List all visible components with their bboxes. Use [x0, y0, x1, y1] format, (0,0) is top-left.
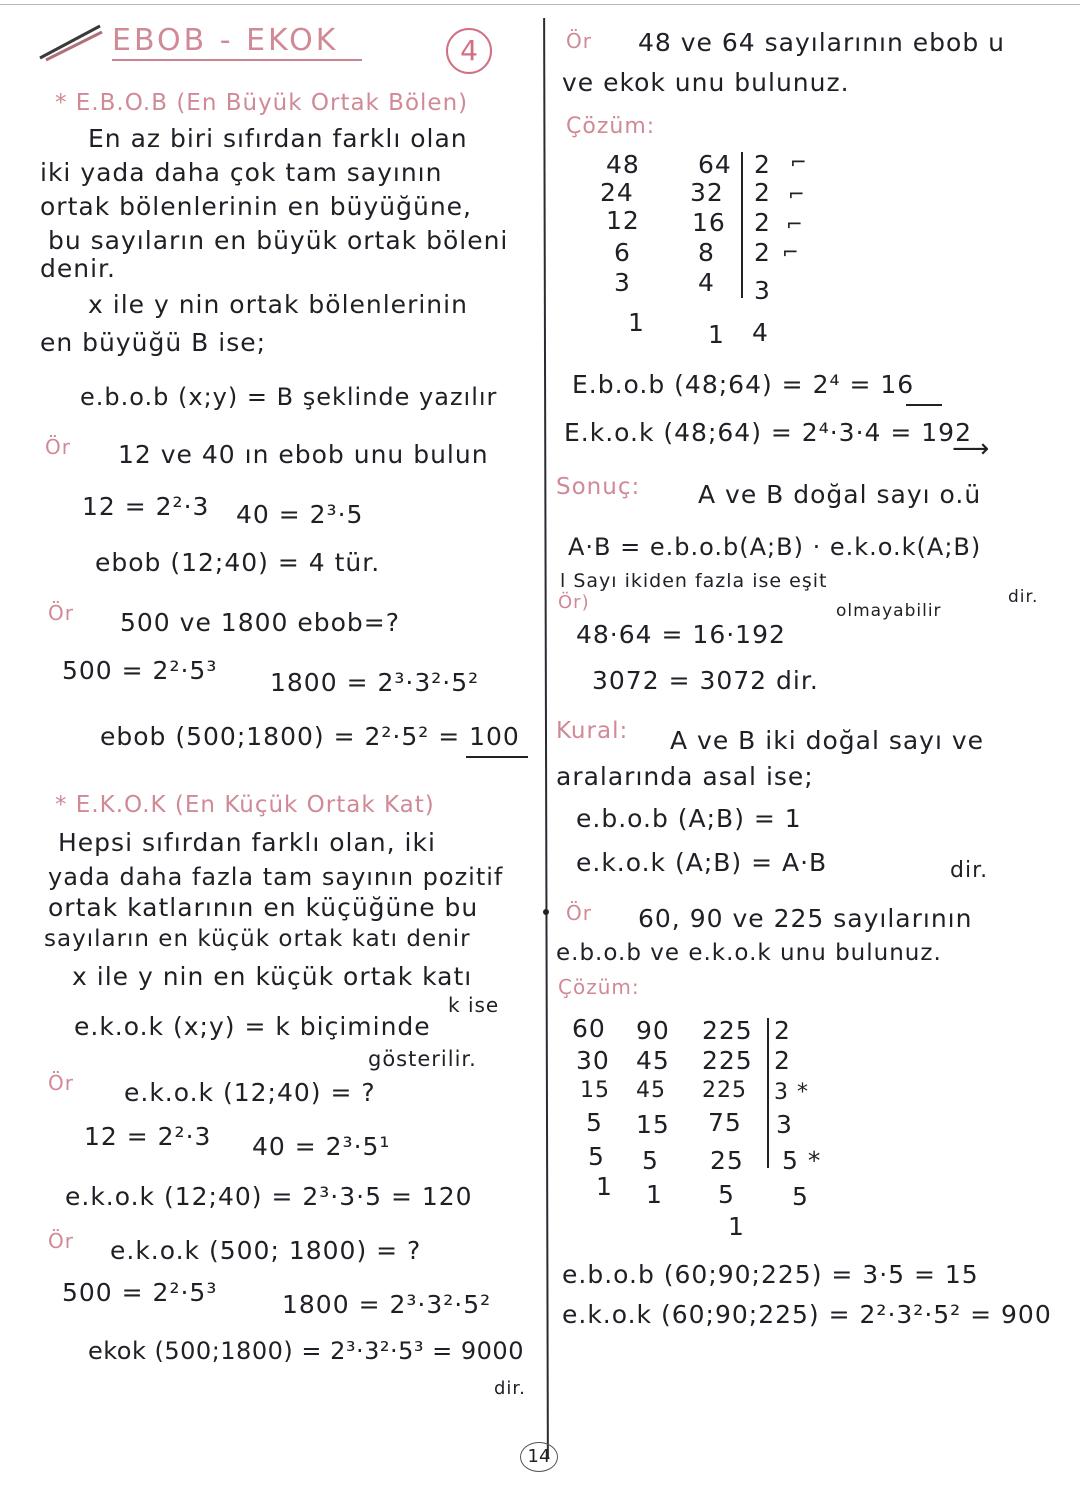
table2-r4-d: 3 [776, 1110, 793, 1139]
solution1-label: Çözüm: [566, 114, 656, 139]
table1-tick3: ⌐ [786, 212, 803, 236]
ebob-def-line1: En az biri sıfırdan farklı olan [88, 124, 468, 153]
table1-r1-a: 48 [606, 150, 640, 179]
example4-answer: ekok (500;1800) = 2³·3²·5³ = 9000 [88, 1337, 524, 1365]
example4-question: e.k.o.k (500; 1800) = ? [110, 1236, 422, 1265]
example4-factor-500: 500 = 2²·5³ [62, 1278, 218, 1307]
example4-dir: dir. [494, 1378, 526, 1399]
table1-r4-d: 2 [754, 238, 771, 267]
example4-label: Ör [48, 1229, 74, 1253]
table2-r1-c: 225 [702, 1016, 753, 1045]
ekok-formula-line2: gösterilir. [368, 1047, 477, 1071]
table1-r3-a: 12 [606, 206, 640, 235]
table1-r6-b: 1 [708, 320, 725, 349]
solution2-label: Çözüm: [558, 975, 640, 999]
example6-ekok: e.k.o.k (60;90;225) = 2²·3²·5² = 900 [562, 1300, 1052, 1329]
kural-line2: aralarında asal ise; [556, 762, 814, 791]
ebob-def-line4: bu sayıların en büyük ortak böleni [48, 226, 509, 255]
example2-question: 500 ve 1800 ebob=? [120, 608, 400, 637]
pen-slash-mark-icon [36, 22, 106, 62]
page-title: EBOB - EKOK [112, 23, 339, 58]
kural-ekok: e.k.o.k (A;B) = A·B [576, 848, 828, 877]
table2-r4-b: 15 [636, 1110, 670, 1139]
ekok-def-line1: Hepsi sıfırdan farklı olan, iki [58, 828, 436, 857]
sonuc-check-line2: 3072 = 3072 dir. [592, 666, 819, 695]
ebob-xy-line1: x ile y nin ortak bölenlerinin [88, 290, 468, 319]
ekok-def-line2: yada daha fazla tam sayının pozitif [48, 863, 504, 891]
table1-tick1: ⌐ [790, 150, 807, 174]
table1-r3-b: 16 [692, 208, 726, 237]
ebob-xy-line2: en büyüğü B ise; [40, 328, 267, 357]
example5-ekok: E.k.o.k (48;64) = 2⁴·3·4 = 192 [564, 418, 972, 447]
ebob-def-line5: denir. [40, 254, 116, 283]
ekok-heading: * E.K.O.K (En Küçük Ortak Kat) [55, 792, 435, 818]
table1-r1-d: 2 [754, 150, 771, 179]
sonuc-note-line1: l Sayı ikiden fazla ise eşit [560, 570, 828, 592]
ebob-def-line3: ortak bölenlerinin en büyüğüne, [40, 192, 473, 221]
example6-label: Ör [566, 901, 592, 925]
table1-r4-a: 6 [614, 238, 631, 267]
example1-answer: ebob (12;40) = 4 tür. [95, 548, 381, 577]
kural-ebob: e.b.o.b (A;B) = 1 [576, 804, 802, 833]
table2-r2-d: 2 [774, 1046, 791, 1075]
table1-r6-a: 1 [628, 308, 645, 337]
ekok-xy-line1: x ile y nin en küçük ortak katı [72, 962, 473, 991]
sonuc-text: A ve B doğal sayı o.ü [698, 480, 982, 509]
table2-r5-b: 5 [642, 1146, 659, 1175]
sonuc-dir: dir. [1008, 587, 1039, 607]
table2-r6-b: 1 [646, 1180, 663, 1209]
table2-r2-b: 45 [636, 1046, 670, 1075]
example6-question-line1: 60, 90 ve 225 sayılarının [638, 904, 973, 933]
table2-r3-b: 45 [636, 1078, 666, 1103]
table2-r3-d: 3 * [774, 1080, 809, 1105]
kural-dir: dir. [950, 858, 989, 883]
answer-192-arrow-icon: ⟶ [952, 434, 990, 464]
table2-r5-d: 5 * [782, 1146, 822, 1175]
example3-label: Ör [48, 1071, 74, 1095]
example3-answer: e.k.o.k (12;40) = 2³·3·5 = 120 [65, 1182, 473, 1211]
table1-r6-c: 4 [752, 318, 769, 347]
example3-factor-12: 12 = 2²·3 [84, 1122, 212, 1151]
sonuc-or-label: Ör) [558, 592, 590, 613]
example2-label: Ör [48, 601, 74, 625]
table2-r6-c: 5 [718, 1180, 735, 1209]
example5-ebob: E.b.o.b (48;64) = 2⁴ = 16 [572, 370, 915, 399]
example6-ebob: e.b.o.b (60;90;225) = 3·5 = 15 [562, 1260, 979, 1289]
table1-r2-d: 2 [754, 178, 771, 207]
table1-r3-d: 2 [754, 208, 771, 237]
example5-question-line2: ve ekok unu bulunuz. [562, 68, 850, 97]
table2-r1-b: 90 [636, 1016, 670, 1045]
table2-r6-d: 5 [792, 1182, 809, 1211]
page-badge: 4 [446, 28, 492, 74]
table2-r3-a: 15 [580, 1078, 610, 1103]
table2-divider [767, 1018, 769, 1168]
table2-r4-a: 5 [586, 1108, 603, 1137]
table2-r2-c: 225 [702, 1046, 753, 1075]
kural-label: Kural: [556, 718, 629, 744]
table1-tick2: ⌐ [788, 182, 805, 206]
table1-r6-d: 3 [754, 276, 771, 305]
table1-r2-a: 24 [600, 178, 634, 207]
example2-factor-1800: 1800 = 2³·3²·5² [270, 668, 480, 697]
sonuc-note-line2: olmayabilir [836, 601, 942, 621]
example1-question: 12 ve 40 ın ebob unu bulun [118, 440, 489, 469]
sonuc-check-line1: 48·64 = 16·192 [576, 620, 786, 649]
table2-r4-c: 75 [708, 1108, 742, 1137]
table1-r5-b: 4 [698, 268, 715, 297]
page-top-edge [0, 4, 1080, 5]
title-underline [112, 59, 362, 61]
ekok-def-line4: sayıların en küçük ortak katı denir [44, 926, 471, 952]
example5-question-line1: 48 ve 64 sayılarının ebob u [638, 28, 1006, 57]
table1-r4-b: 8 [698, 238, 715, 267]
answer-100-underline [466, 756, 528, 758]
answer-16-underline [906, 404, 942, 406]
ebob-def-line2: iki yada daha çok tam sayının [40, 158, 443, 187]
page-number: 14 [520, 1442, 558, 1472]
bullet-dot [543, 909, 549, 915]
example4-factor-1800: 1800 = 2³·3²·5² [282, 1290, 492, 1319]
example1-factor-40: 40 = 2³·5 [236, 500, 364, 529]
example1-factor-12: 12 = 2²·3 [82, 492, 210, 521]
table2-r1-d: 2 [774, 1016, 791, 1045]
ebob-formula: e.b.o.b (x;y) = B şeklinde yazılır [80, 383, 498, 411]
ekok-xy-line1b: k ise [448, 993, 500, 1017]
example5-label: Ör [566, 29, 592, 53]
sonuc-formula: A·B = e.b.o.b(A;B) · e.k.o.k(A;B) [568, 533, 982, 561]
table1-r1-b: 64 [698, 150, 732, 179]
table1-tick4: ⌐ [782, 240, 799, 264]
table2-r5-a: 5 [588, 1142, 605, 1171]
ekok-def-line3: ortak katlarının en küçüğüne bu [48, 893, 479, 922]
example2-answer: ebob (500;1800) = 2²·5² = 100 [100, 722, 520, 751]
example1-label: Ör [45, 435, 71, 459]
column-divider [543, 18, 549, 1458]
table2-r6-a: 1 [596, 1172, 613, 1201]
example2-factor-500: 500 = 2²·5³ [62, 656, 218, 685]
kural-line1: A ve B iki doğal sayı ve [670, 726, 985, 755]
table1-r2-b: 32 [690, 178, 724, 207]
table2-r7-c: 1 [728, 1212, 745, 1241]
ekok-formula: e.k.o.k (x;y) = k biçiminde [74, 1012, 431, 1041]
table2-r3-c: 225 [702, 1078, 747, 1103]
sonuc-label: Sonuç: [556, 474, 641, 500]
example3-question: e.k.o.k (12;40) = ? [124, 1078, 376, 1107]
table1-r5-a: 3 [614, 268, 631, 297]
table1-divider [741, 152, 743, 298]
example3-factor-40: 40 = 2³·5¹ [252, 1132, 391, 1161]
table2-r2-a: 30 [576, 1046, 610, 1075]
table2-r5-c: 25 [710, 1146, 744, 1175]
example6-question-line2: e.b.o.b ve e.k.o.k unu bulunuz. [556, 940, 942, 966]
table2-r1-a: 60 [572, 1014, 606, 1043]
ebob-heading: * E.B.O.B (En Büyük Ortak Bölen) [55, 90, 469, 116]
